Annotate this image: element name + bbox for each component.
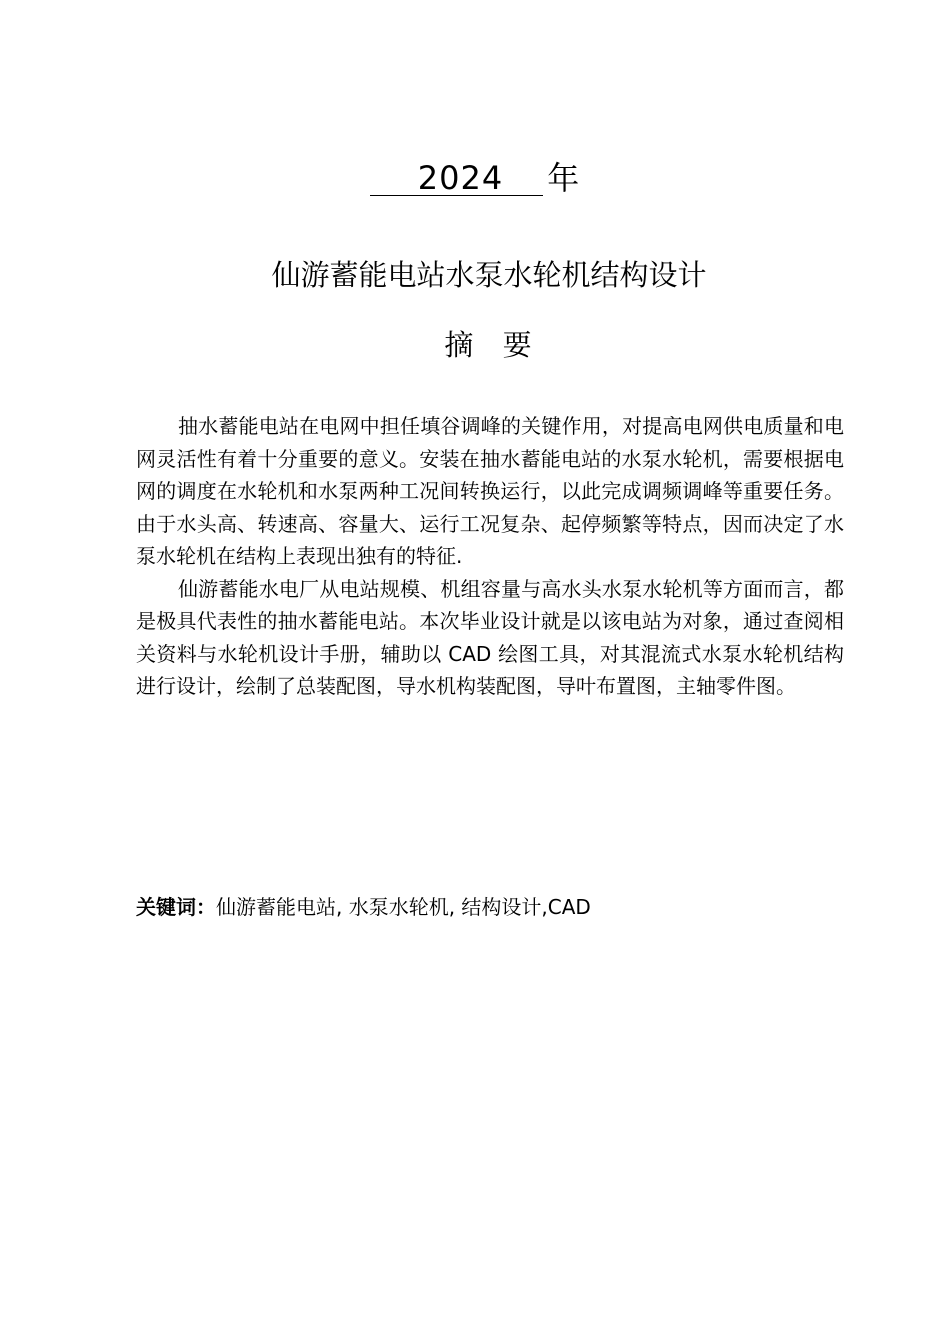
abstract-body [136, 410, 844, 703]
year-line [0, 158, 950, 198]
thesis-title: 仙游蓄能电站水泵水轮机结构设计 [271, 258, 707, 292]
year-suffix: 年 [547, 159, 581, 197]
year-value: 2024 [370, 161, 543, 196]
abstract-paragraph-1: 抽水蓄能电站在电网中担任填谷调峰的关键作用，对提高电网供电质量和电网灵活性有着十分重要的意义。安装在抽水蓄能电站的水泵水轮机，需要根据电网的调度在水轮机和水泵两种工况间转换运行，以此完成调频调峰等重要任务。由于水头高、转速高、容量大、运行工况复杂、起停频繁等特点，因而决定了水泵水轮机在结构上表现出独有的特征. [136, 414, 844, 568]
keywords-value: 仙游蓄能电站, 水泵水轮机, 结构设计,CAD [216, 895, 591, 919]
abstract-paragraph-2: 仙游蓄能水电厂从电站规模、机组容量与高水头水泵水轮机等方面而言，都是极具代表性的抽水蓄能电站。本次毕业设计就是以该电站为对象，通过查阅相关资料与水轮机设计手册，辅助以 CAD 绘图工具，对其混流式水泵水轮机结构进行设计，绘制了总装配图，导水机构装配图，导叶布置图，主轴零件图。 [136, 576, 844, 698]
keywords-label: 关键词： [136, 895, 216, 919]
abstract-heading: 摘 要 [444, 328, 542, 362]
keywords-line [136, 890, 844, 924]
